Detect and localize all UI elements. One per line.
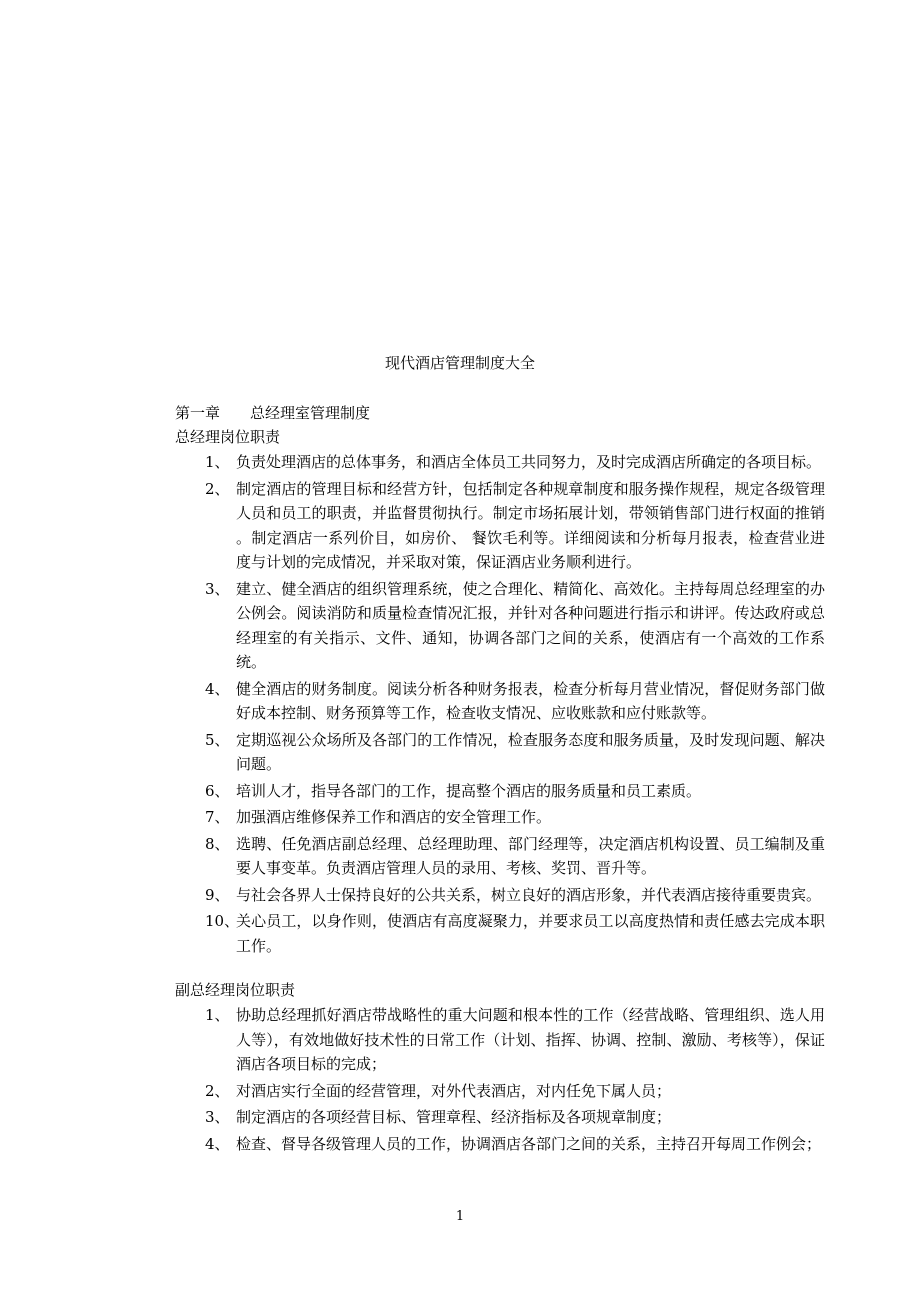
item-number: 5、	[205, 730, 230, 749]
list-item	[175, 1132, 825, 1157]
item-number: 9、	[205, 885, 230, 904]
item-number: 7、	[205, 808, 230, 826]
item-number: 2、	[205, 1081, 230, 1100]
item-number: 3、	[205, 1108, 230, 1126]
document-title: 现代酒店管理制度大全	[384, 354, 535, 372]
list-item	[175, 805, 825, 830]
item-number: 1、	[205, 1006, 230, 1024]
list-item	[175, 477, 825, 575]
section-heading-gm: 总经理岗位职责	[175, 428, 281, 446]
list-item	[175, 832, 825, 881]
item-text: 关心员工，以身作则，使酒店有高度凝聚力，并要求员工以高度热情和责任感去完成本职工作。	[236, 912, 825, 955]
item-number: 10、	[205, 912, 240, 930]
list-item	[175, 1105, 825, 1130]
gm-duties-list	[175, 450, 825, 958]
item-text: 建立、健全酒店的组织管理系统，使之合理化、精简化、高效化。主持每周总经理室的办公例会。阅读消防和质量检查情况汇报，并针对各种问题进行指示和讲评。传达政府或总经理室的有关指示、文件、通知，协调各部门之间的关系，使酒店有一个高效的工作系统。	[236, 579, 825, 671]
item-text: 选聘、任免酒店副总经理、总经理助理、部门经理等，决定酒店机构设置、员工编制及重要人事变革。负责酒店管理人员的录用、考核、奖罚、晋升等。	[236, 834, 825, 877]
item-text: 制定酒店的管理目标和经营方针，包括制定各种规章制度和服务操作规程，规定各级管理人员和员工的职责，并监督贯彻执行。制定市场拓展计划，带领销售部门进行权面的推销 。制定酒店一系列价目，如房价、 餐饮毛利等。详细阅读和分析每月报表，检查营业进度与计划的完成情况，并采取对策，保证酒店业务顺利进行。	[236, 479, 825, 571]
list-item	[175, 577, 825, 675]
item-text: 检查、督导各级管理人员的工作，协调酒店各部门之间的关系，主持召开每周工作例会；	[236, 1134, 822, 1153]
item-text: 加强酒店维修保养工作和酒店的安全管理工作。	[236, 808, 552, 826]
item-number: 8、	[205, 834, 230, 853]
item-number: 4、	[205, 679, 230, 698]
list-item	[175, 1079, 825, 1104]
list-item	[175, 728, 825, 777]
deputy-gm-duties-list	[175, 1003, 825, 1156]
list-item	[175, 909, 825, 958]
list-item	[175, 883, 825, 908]
item-text: 制定酒店的各项经营目标、管理章程、经济指标及各项规章制度；	[236, 1108, 672, 1126]
page-number: 1	[455, 1209, 465, 1224]
item-number: 4、	[205, 1134, 230, 1153]
item-text: 健全酒店的财务制度。阅读分析各种财务报表，检查分析每月营业情况，督促财务部门做好成本控制、财务预算等工作，检查收支情况、应收账款和应付账款等。	[236, 679, 825, 722]
list-item	[175, 779, 825, 804]
list-item	[175, 677, 825, 726]
list-item	[175, 1003, 825, 1077]
item-text: 与社会各界人士保持良好的公共关系，树立良好的酒店形象，并代表酒店接待重要贵宾。	[236, 885, 822, 904]
item-text: 协助总经理抓好酒店带战略性的重大问题和根本性的工作（经营战略、管理组织、选人用人等），有效地做好技术性的日常工作（计划、指挥、协调、控制、激励、考核等），保证酒店各项目标的完成；	[236, 1006, 825, 1073]
item-number: 2、	[205, 479, 230, 498]
section-heading-deputy-gm: 副总经理岗位职责	[175, 981, 296, 999]
item-number: 6、	[205, 781, 230, 800]
item-text: 培训人才，指导各部门的工作，提高整个酒店的服务质量和员工素质。	[236, 781, 702, 800]
list-item	[175, 450, 825, 475]
item-number: 1、	[205, 453, 230, 471]
item-text: 对酒店实行全面的经营管理，对外代表酒店，对内任免下属人员；	[236, 1081, 672, 1100]
item-text: 负责处理酒店的总体事务，和酒店全体员工共同努力，及时完成酒店所确定的各项目标。	[236, 453, 822, 471]
item-number: 3、	[205, 579, 230, 598]
chapter-heading: 第一章 总经理室管理制度	[175, 404, 371, 422]
item-text: 定期巡视公众场所及各部门的工作情况，检查服务态度和服务质量，及时发现问题、解决问题。	[236, 730, 825, 773]
